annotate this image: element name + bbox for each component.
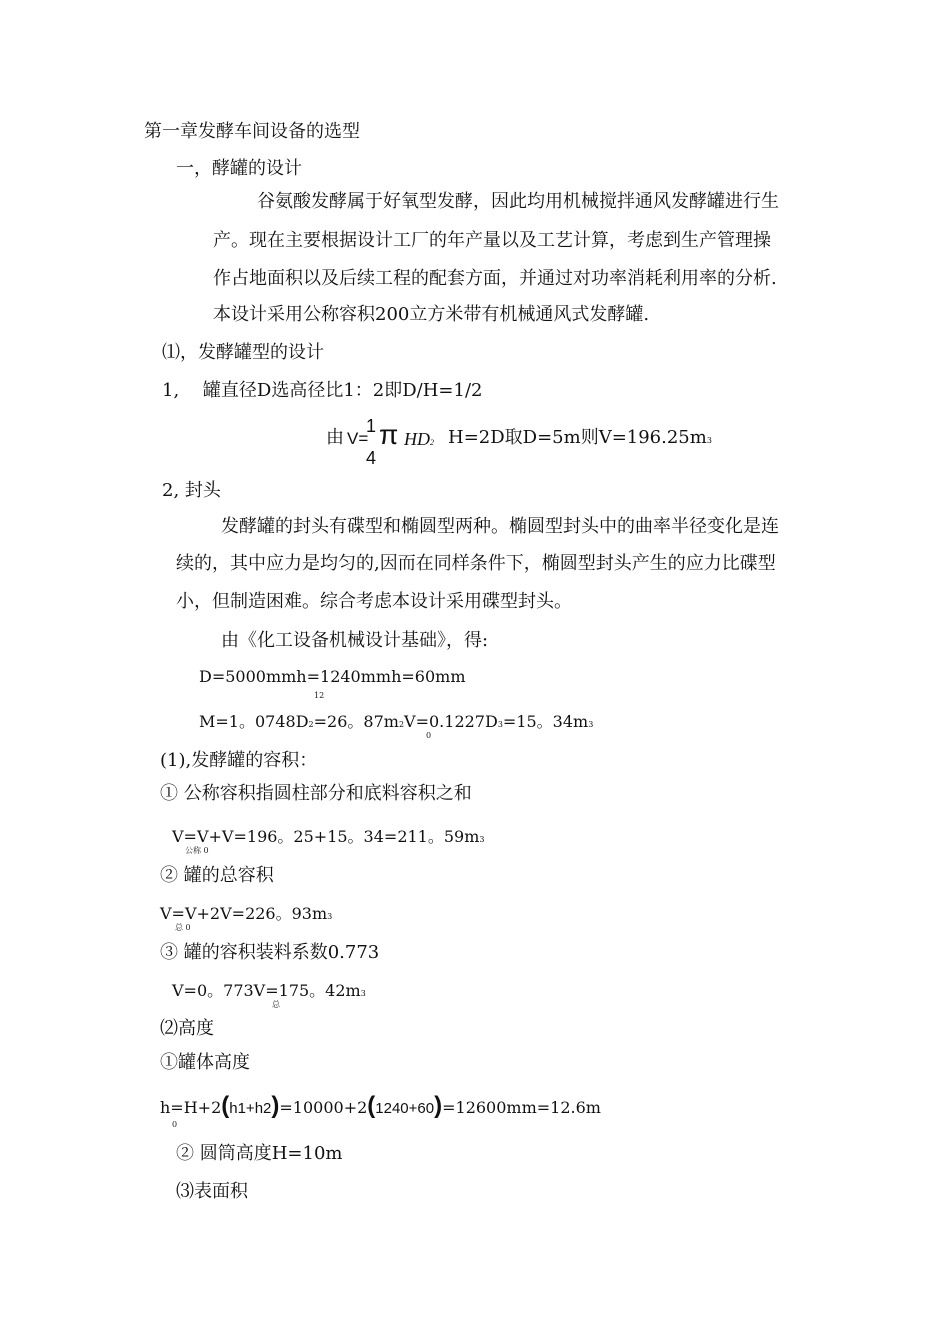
area-heading: ⑶表面积: [176, 1181, 248, 1202]
item-head: 2, 封头: [162, 480, 221, 501]
intro-line-2: 产。现在主要根据设计工厂的年产量以及工艺计算，考虑到生产管理操: [213, 230, 771, 251]
height-item-1: ①罐体高度: [160, 1052, 250, 1073]
subsection-heading: ⑴，发酵罐型的设计: [162, 342, 324, 363]
vol-eq-2-subscript: 总 0: [175, 923, 191, 932]
chapter-title: 第一章发酵车间设备的选型: [144, 121, 360, 142]
volume-heading: (1),发酵罐的容积：: [160, 750, 318, 771]
height-heading: ⑵高度: [160, 1018, 214, 1039]
volume-result: H=2D取D=5m则V=196.25m3: [448, 427, 712, 448]
fraction-denominator: 4: [366, 448, 377, 468]
dims-line: D=5000mmh=1240mmh=60mm: [199, 667, 466, 686]
v-equals: V=: [347, 429, 369, 448]
height-eq-subscript: 0: [172, 1120, 178, 1129]
vol-item-3: ③ 罐的容积装料系数0.773: [160, 942, 380, 963]
intro-line-1: 谷氨酸发酵属于好氧型发酵，因此均用机械搅拌通风发酵罐进行生: [257, 191, 779, 212]
pi-symbol: π: [379, 419, 399, 450]
vol-eq-3-subscript: 总: [272, 1000, 280, 1009]
section-heading: 一，酵罐的设计: [176, 158, 302, 179]
intro-line-3: 作占地面积以及后续工程的配套方面，并通过对功率消耗利用率的分析.: [213, 268, 777, 289]
vol-eq-1-subscript: 公称 0: [185, 846, 209, 855]
height-item-2: ② 圆筒高度H=10m: [176, 1143, 343, 1164]
vol-eq-2: V=V+2V=226。93m3: [160, 904, 333, 923]
vol-eq-3: V=0。773V=175。42m3: [172, 981, 366, 1000]
prefix-you: 由: [326, 427, 344, 448]
head-line-2: 续的，其中应力是均匀的,因而在同样条件下，椭圆型封头产生的应力比碟型: [176, 553, 776, 574]
item-diameter: 1, 罐直径D选高径比1：2即D/H=1/2: [162, 380, 483, 401]
vol-item-2: ② 罐的总容积: [160, 865, 274, 886]
dims-subscript: 12: [314, 691, 325, 700]
vol-eq-1: V=V+V=196。25+15。34=211。59m3: [172, 827, 485, 846]
head-line-1: 发酵罐的封头有碟型和椭圆型两种。椭圆型封头中的曲率半径变化是连: [221, 516, 779, 537]
intro-line-4: 本设计采用公称容积200立方米带有机械通风式发酵罐.: [213, 304, 650, 325]
head-line-3: 小，但制造困难。综合考虑本设计采用碟型封头。: [176, 591, 572, 612]
m-subscript: 0: [426, 731, 432, 740]
m-line: M=1。0748D2=26。87m2V=0.1227D3=15。34m3: [199, 712, 594, 731]
vol-item-1: ① 公称容积指圆柱部分和底料容积之和: [160, 783, 472, 804]
fraction-numerator: 1: [366, 416, 377, 436]
height-eq: h=H+2(h1+h2)=10000+2(1240+60)=12600mm=12.6m: [160, 1092, 601, 1119]
hd-term: HD2: [404, 429, 434, 449]
source-line: 由《化工设备机械设计基础》，得:: [221, 630, 489, 651]
